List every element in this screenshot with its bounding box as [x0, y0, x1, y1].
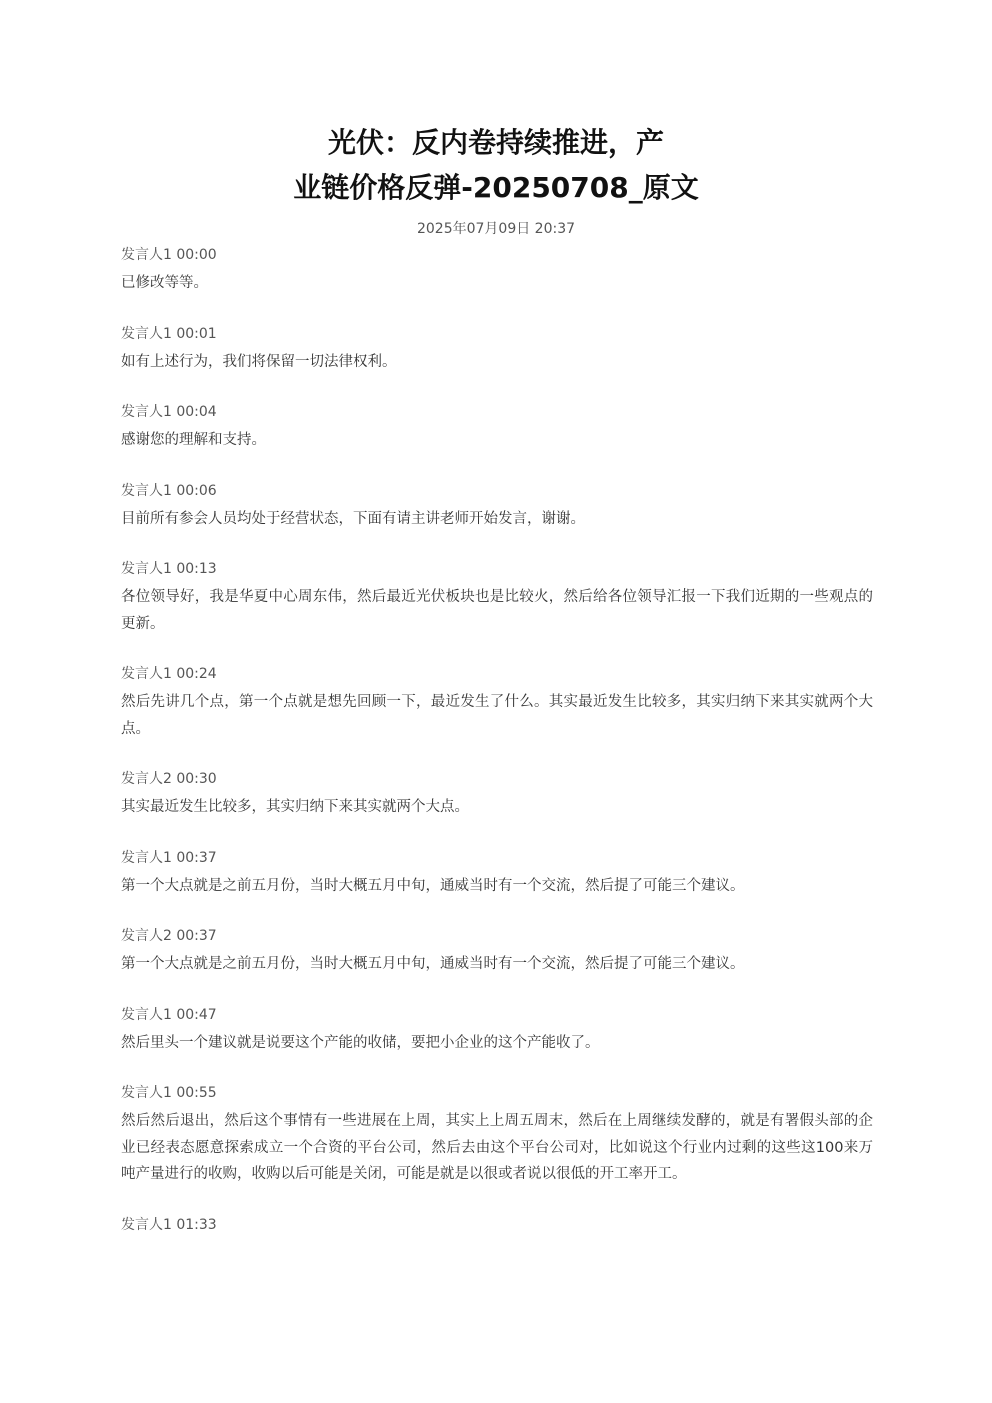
speaker-timestamp: 发言人1 00:04 [121, 404, 217, 420]
utterance-text: 已修改等等。 [121, 275, 208, 291]
transcript-entry [121, 244, 873, 297]
speaker-timestamp: 发言人1 00:37 [121, 849, 217, 866]
speaker-timestamp: 发言人2 00:37 [121, 928, 217, 944]
transcript-entry [121, 663, 873, 742]
utterance-text: 感谢您的理解和支持。 [121, 432, 266, 448]
utterance-text: 第一个大点就是之前五月份，当时大概五月中旬，通威当时有一个交流，然后提了可能三个建议。 [121, 956, 745, 972]
transcript-entry [121, 323, 873, 376]
transcript-entry [121, 1214, 873, 1236]
speaker-timestamp: 发言人1 00:13 [121, 561, 217, 577]
utterance-text: 各位领导好，我是华夏中心周东伟，然后最近光伏板块也是比较火，然后给各位领导汇报一下我们近期的一些观点的更新。 [121, 589, 873, 632]
document-title [0, 120, 992, 210]
transcript-entry [121, 847, 873, 900]
speaker-timestamp: 发言人2 00:30 [121, 771, 217, 787]
transcript-entry [121, 558, 873, 637]
utterance-text: 然后里头一个建议就是说要这个产能的收储，要把小企业的这个产能收了。 [121, 1034, 600, 1051]
document-date: 2025年07月09日 20:37 [416, 221, 576, 237]
utterance-text: 第一个大点就是之前五月份，当时大概五月中旬，通威当时有一个交流，然后提了可能三个建议。 [121, 877, 745, 894]
transcript-entry [121, 768, 873, 821]
speaker-timestamp: 发言人1 01:33 [121, 1216, 217, 1233]
speaker-timestamp: 发言人1 00:00 [121, 247, 217, 263]
transcript [121, 244, 873, 1262]
speaker-timestamp: 发言人1 00:47 [121, 1006, 217, 1023]
transcript-entry [121, 925, 873, 978]
title-line-2: 业链价格反弹-20250708_原文 [293, 171, 699, 204]
speaker-timestamp: 发言人1 00:06 [121, 482, 217, 499]
utterance-text: 如有上述行为，我们将保留一切法律权利。 [121, 353, 397, 370]
speaker-timestamp: 发言人1 00:24 [121, 666, 217, 682]
utterance-text: 目前所有参会人员均处于经营状态，下面有请主讲老师开始发言，谢谢。 [121, 510, 585, 527]
transcript-entry [121, 1082, 873, 1188]
transcript-entry [121, 1004, 873, 1057]
transcript-entry [121, 401, 873, 454]
transcript-entry [121, 480, 873, 533]
utterance-text: 其实最近发生比较多，其实归纳下来其实就两个大点。 [121, 799, 469, 815]
speaker-timestamp: 发言人1 00:01 [121, 325, 217, 342]
speaker-timestamp: 发言人1 00:55 [121, 1085, 217, 1101]
utterance-text: 然后然后退出，然后这个事情有一些进展在上周，其实上上周五周末，然后在上周继续发酵的，就是有署假头部的企业已经表态愿意探索成立一个合资的平台公司，然后去由这个平台公司对，比如说这个行业内过剩的这些这100来万吨产量进行的收购，收购以后可能是关闭，可能是就是以很或者说以很低的开工率开工。 [121, 1113, 873, 1182]
utterance-text: 然后先讲几个点，第一个点就是想先回顾一下，最近发生了什么。其实最近发生比较多，其实归纳下来其实就两个大点。 [121, 694, 873, 737]
title-line-1: 光伏：反内卷持续推进，产 [327, 126, 664, 159]
